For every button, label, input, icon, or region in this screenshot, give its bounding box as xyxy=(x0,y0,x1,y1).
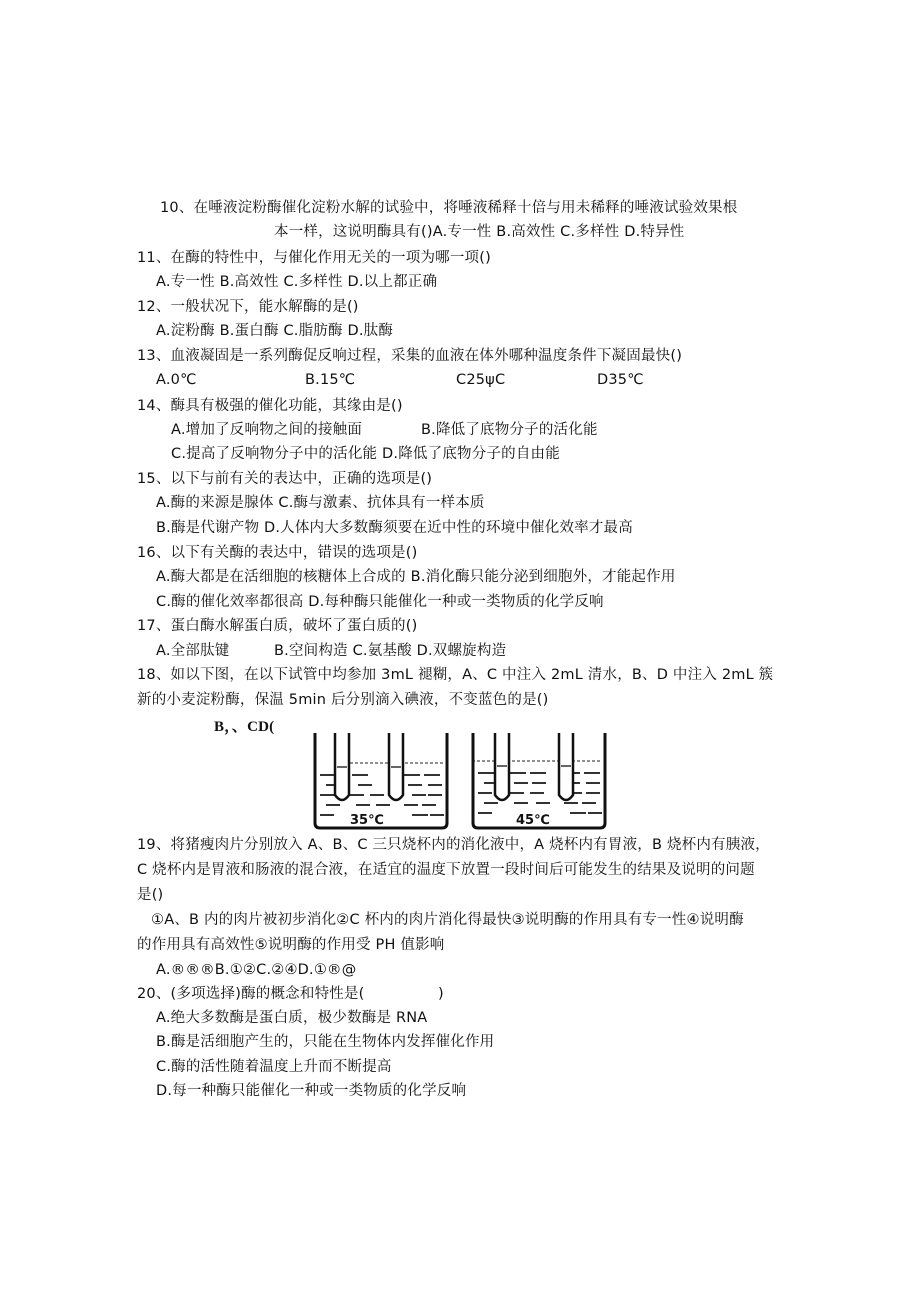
q15-options-ac: A.酶的来源是腺体 C.酶与激素、抗体具有一样本质 xyxy=(156,495,485,511)
q18-option-fragment: B，、CD( xyxy=(214,719,275,735)
q20-option-a: A.绝大多数酶是蛋白质，极少数酶是 RNA xyxy=(156,1010,428,1026)
beaker-right-temperature: 45℃ xyxy=(516,813,550,828)
q15-stem: 15、以下与前有关的表达中，正确的选项是() xyxy=(137,471,433,487)
q11-stem: 11、在酶的特性中，与催化作用无关的一项为哪一项() xyxy=(137,250,491,266)
beaker-left-temperature: 35℃ xyxy=(350,813,384,828)
q17-option-a: A.全部肽键 xyxy=(156,643,230,659)
q14-option-a: A.增加了反响物之间的接触面 xyxy=(171,422,363,438)
q18-line2: 新的小麦淀粉酶，保温 5min 后分别滴入碘液，不变蓝色的是() xyxy=(137,692,549,708)
q13-option-d: D35℃ xyxy=(597,372,644,388)
q10-line2: 本一样，这说明酶具有()A.专一性 B.高效性 C.多样性 D.特异性 xyxy=(274,224,685,240)
q12-options: A.淀粉酶 B.蛋白酶 C.脂肪酶 D.肽酶 xyxy=(156,323,394,339)
q15-options-bd: B.酶是代谢产物 D.人体内大多数酶须要在近中性的环境中催化效率才最高 xyxy=(156,520,633,536)
q20-stem: 20、(多项选择)酶的概念和特性是( ) xyxy=(137,986,444,1002)
q16-options-ab: A.酶大都是在活细胞的核糖体上合成的 B.消化酶只能分泌到细胞外，才能起作用 xyxy=(156,569,676,585)
q20-option-b: B.酶是活细胞产生的，只能在生物体内发挥催化作用 xyxy=(156,1034,495,1050)
beaker-left xyxy=(315,733,447,828)
q13-option-a: A.0℃ xyxy=(156,372,197,388)
q10-line1: 10、在唾液淀粉酶催化淀粉水解的试验中，将唾液稀释十倍与用未稀释的唾液试验效果根 xyxy=(160,200,738,216)
beaker-right xyxy=(472,733,605,828)
q11-options: A.专一性 B.高效性 C.多样性 D.以上都正确 xyxy=(156,274,438,290)
q16-options-cd: C.酶的催化效率都很高 D.每种酶只能催化一种或一类物质的化学反响 xyxy=(156,594,604,610)
q14-options-cd: C.提高了反响物分子中的活化能 D.降低了底物分子的自由能 xyxy=(171,446,560,462)
q19-options: A.®®®B.①②C.②④D.①®@ xyxy=(156,962,357,978)
q19-line3: 是() xyxy=(137,887,164,903)
q19-statements-line1: ①A、B 内的肉片被初步消化②C 杯内的肉片消化得最快③说明酶的作用具有专一性④说明酶 xyxy=(151,912,744,928)
q12-stem: 12、一般状况下，能水解酶的是() xyxy=(137,299,359,315)
q17-stem: 17、蛋白酶水解蛋白质，破坏了蛋白质的() xyxy=(137,618,418,634)
q16-stem: 16、以下有关酶的表达中，错误的选项是() xyxy=(137,545,418,561)
q19-line2: C 烧杯内是胃液和肠液的混合液，在适宜的温度下放置一段时间后可能发生的结果及说明的问题 xyxy=(137,862,755,878)
q14-option-b: B.降低了底物分子的活化能 xyxy=(421,422,598,438)
q14-stem: 14、酶具有极强的催化功能，其缘由是() xyxy=(137,398,403,414)
q20-option-d: D.每一种酶只能催化一种或一类物质的化学反响 xyxy=(156,1083,467,1099)
q19-statements-line2: 的作用具有高效性⑤说明酶的作用受 PH 值影响 xyxy=(137,937,445,953)
q13-option-b: B.15℃ xyxy=(305,372,356,388)
q17-options-bcd: B.空间构造 C.氨基酸 D.双螺旋构造 xyxy=(274,643,507,659)
q20-option-c: C.酶的活性随着温度上升而不断提高 xyxy=(156,1059,392,1075)
q13-option-c: C25ψC xyxy=(456,372,506,388)
beaker-test-tube-figure xyxy=(312,733,608,831)
q19-line1: 19、将猪瘦肉片分别放入 A、B、C 三只烧杯内的消化液中，A 烧杯内有胃液，B 烧杯内有胰液， xyxy=(137,837,770,853)
q18-line1: 18、如以下图，在以下试管中均参加 3mL 褪糊，A、C 中注入 2mL 清水，B、D 中注入 2mL 簇 xyxy=(137,667,774,683)
q13-stem: 13、血液凝固是一系列酶促反响过程，采集的血液在体外哪种温度条件下凝固最快() xyxy=(137,348,683,364)
